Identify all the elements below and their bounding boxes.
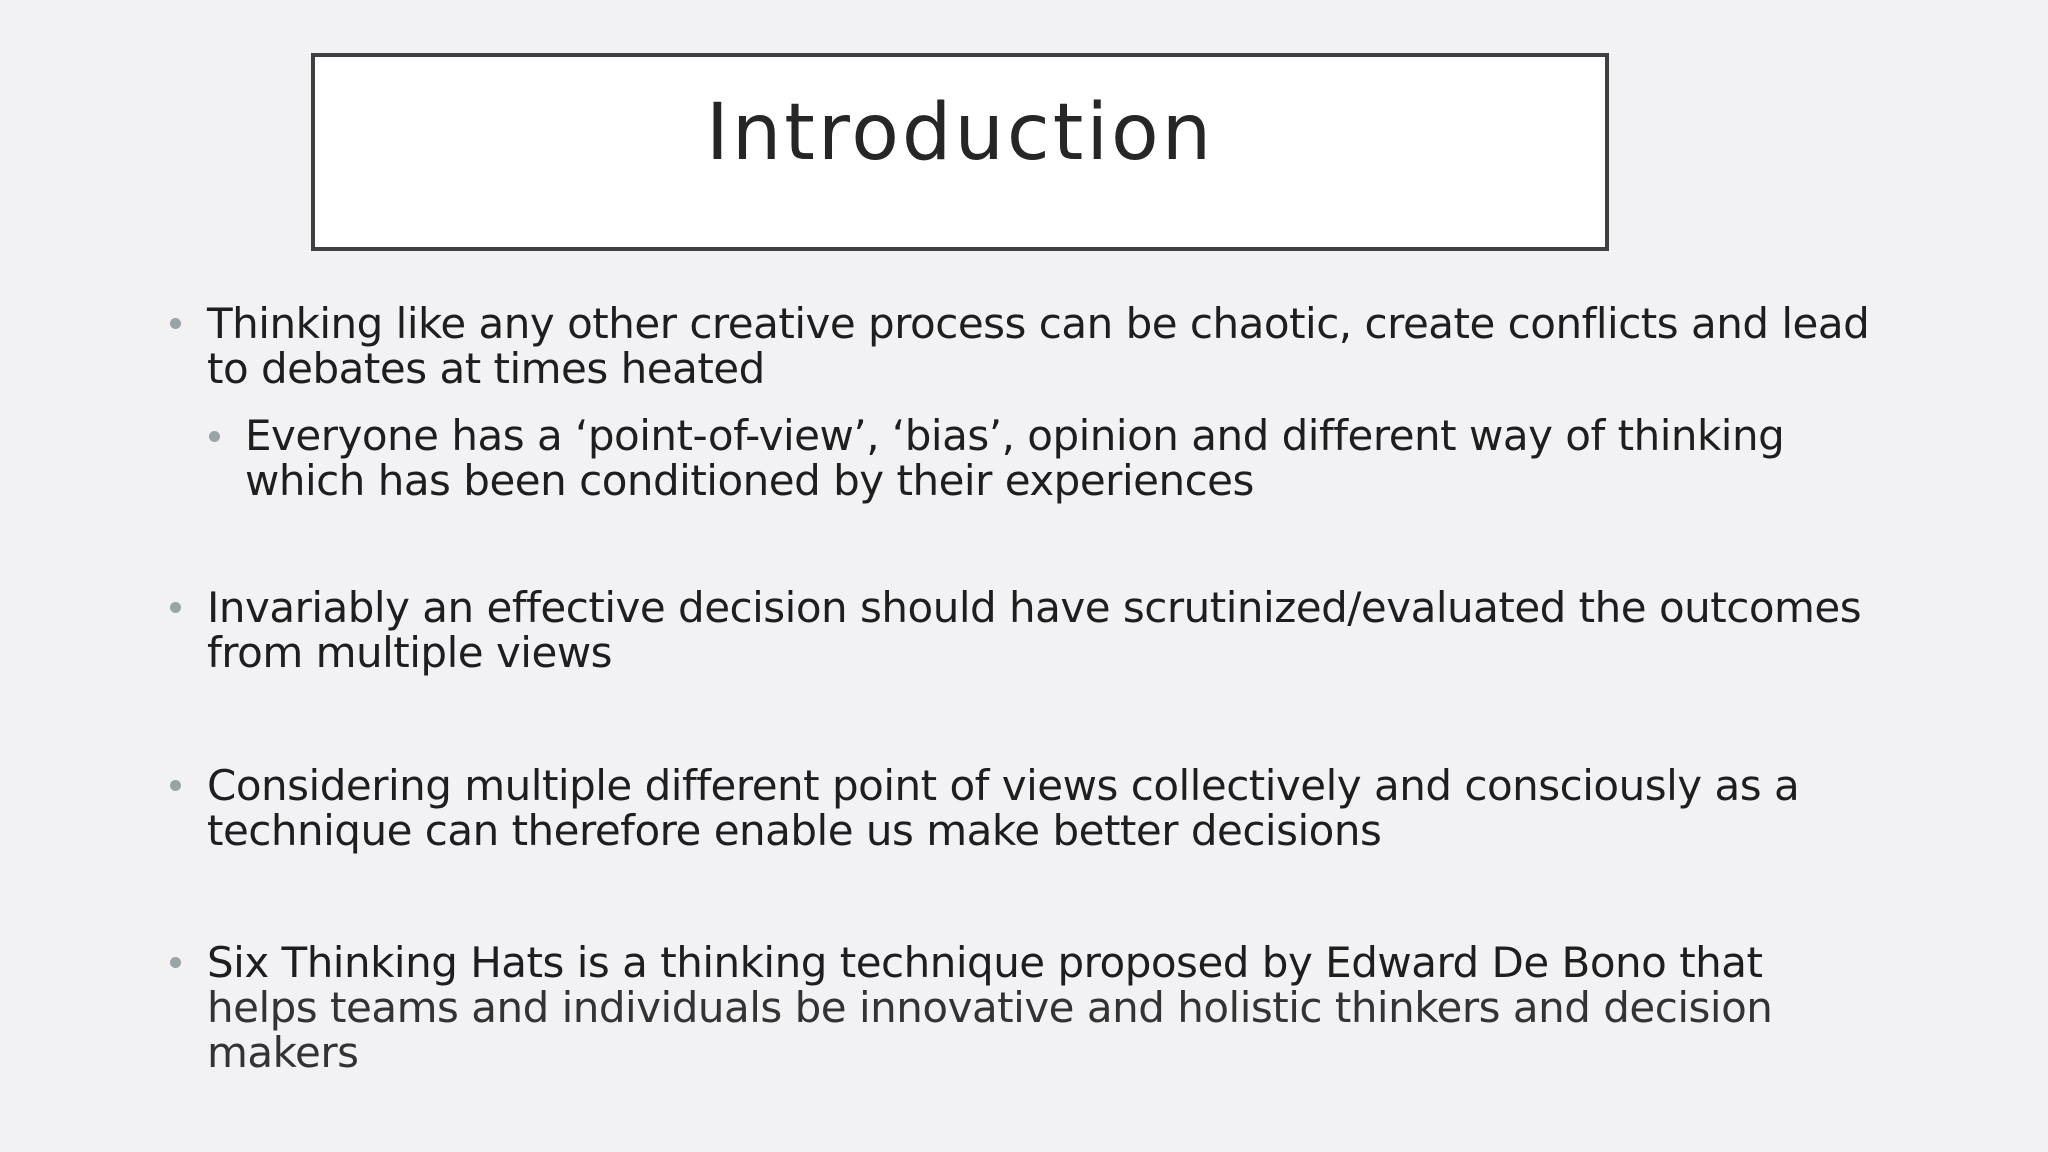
bullet-line: Thinking like any other creative process can be chaotic, create conflicts and lead — [207, 299, 1870, 348]
bullet-line: Everyone has a ‘point-of-view’, ‘bias’, opinion and different way of thinking — [245, 411, 1785, 460]
bullet-line: to debates at times heated — [207, 344, 765, 393]
bullet-dot — [170, 318, 181, 329]
bullet-line: Six Thinking Hats is a thinking technique proposed by Edward De Bono that — [207, 938, 1763, 987]
bullet-line: Considering multiple different point of views collectively and consciously as a — [207, 761, 1800, 810]
bullet-item-4 — [207, 940, 1772, 1075]
bullet-item-3 — [207, 763, 1799, 853]
bullet-dot — [170, 602, 181, 613]
slide-title: Introduction — [705, 88, 1215, 178]
bullet-line: Invariably an effective decision should have scrutinized/evaluated the outcomes — [207, 583, 1862, 632]
bullet-dot — [170, 780, 181, 791]
bullet-line: makers — [207, 1028, 359, 1077]
bullet-line: technique can therefore enable us make better decisions — [207, 806, 1382, 855]
sub-bullet-dot — [209, 431, 220, 442]
bullet-item-1 — [207, 301, 1869, 391]
bullet-line: helps teams and individuals be innovative and holistic thinkers and decision — [207, 983, 1773, 1032]
sub-bullet-item-1 — [245, 413, 1784, 503]
bullet-line: which has been conditioned by their experiences — [245, 456, 1254, 505]
bullet-dot — [170, 957, 181, 968]
bullet-line: from multiple views — [207, 628, 613, 677]
bullet-item-2 — [207, 585, 1861, 675]
